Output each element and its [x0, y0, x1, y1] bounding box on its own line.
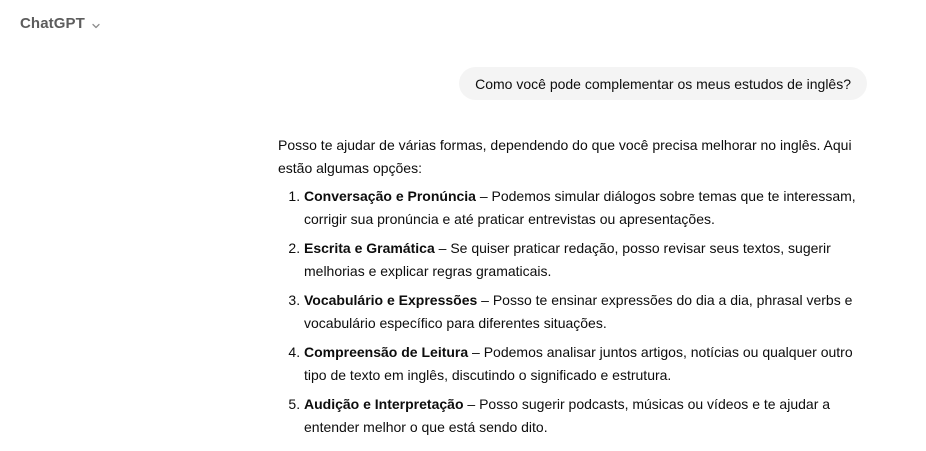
assistant-intro: Posso te ajudar de várias formas, dependendo do que você precisa melhorar no inglês. Aqui estão algumas opções: [278, 137, 852, 176]
list-item-text: – Se quiser praticar redação, posso revisar seus textos, sugerir melhorias e explicar regras gramaticais. [304, 240, 831, 279]
list-item-title: Conversação e Pronúncia [304, 188, 476, 204]
options-list [278, 185, 872, 439]
list-item [304, 393, 872, 439]
user-message-text: Como você pode complementar os meus estudos de inglês? [475, 75, 851, 92]
list-item-text: – Podemos analisar juntos artigos, notícias ou qualquer outro tipo de texto em inglês, discutindo o significado e estrutura. [304, 344, 853, 383]
list-item [304, 185, 872, 231]
list-item-title: Compreensão de Leitura [304, 344, 469, 360]
list-item [304, 237, 872, 283]
list-item-text: – Posso te ensinar expressões do dia a dia, phrasal verbs e vocabulário específico para diferentes situações. [304, 292, 853, 331]
model-selector[interactable] [20, 12, 101, 34]
model-title: ChatGPT [20, 14, 85, 32]
list-item [304, 341, 872, 387]
chevron-down-icon [91, 18, 101, 28]
list-item-title: Audição e Interpretação [304, 396, 464, 412]
assistant-message [278, 134, 872, 445]
list-item [304, 289, 872, 335]
user-message [459, 67, 867, 100]
list-item-title: Escrita e Gramática [304, 240, 435, 256]
list-item-text: – Podemos simular diálogos sobre temas que te interessam, corrigir sua pronúncia e até praticar entrevistas ou apresentações. [304, 188, 856, 227]
list-item-text: – Posso sugerir podcasts, músicas ou vídeos e te ajudar a entender melhor o que está sendo dito. [304, 396, 831, 435]
list-item-title: Vocabulário e Expressões [304, 292, 478, 308]
